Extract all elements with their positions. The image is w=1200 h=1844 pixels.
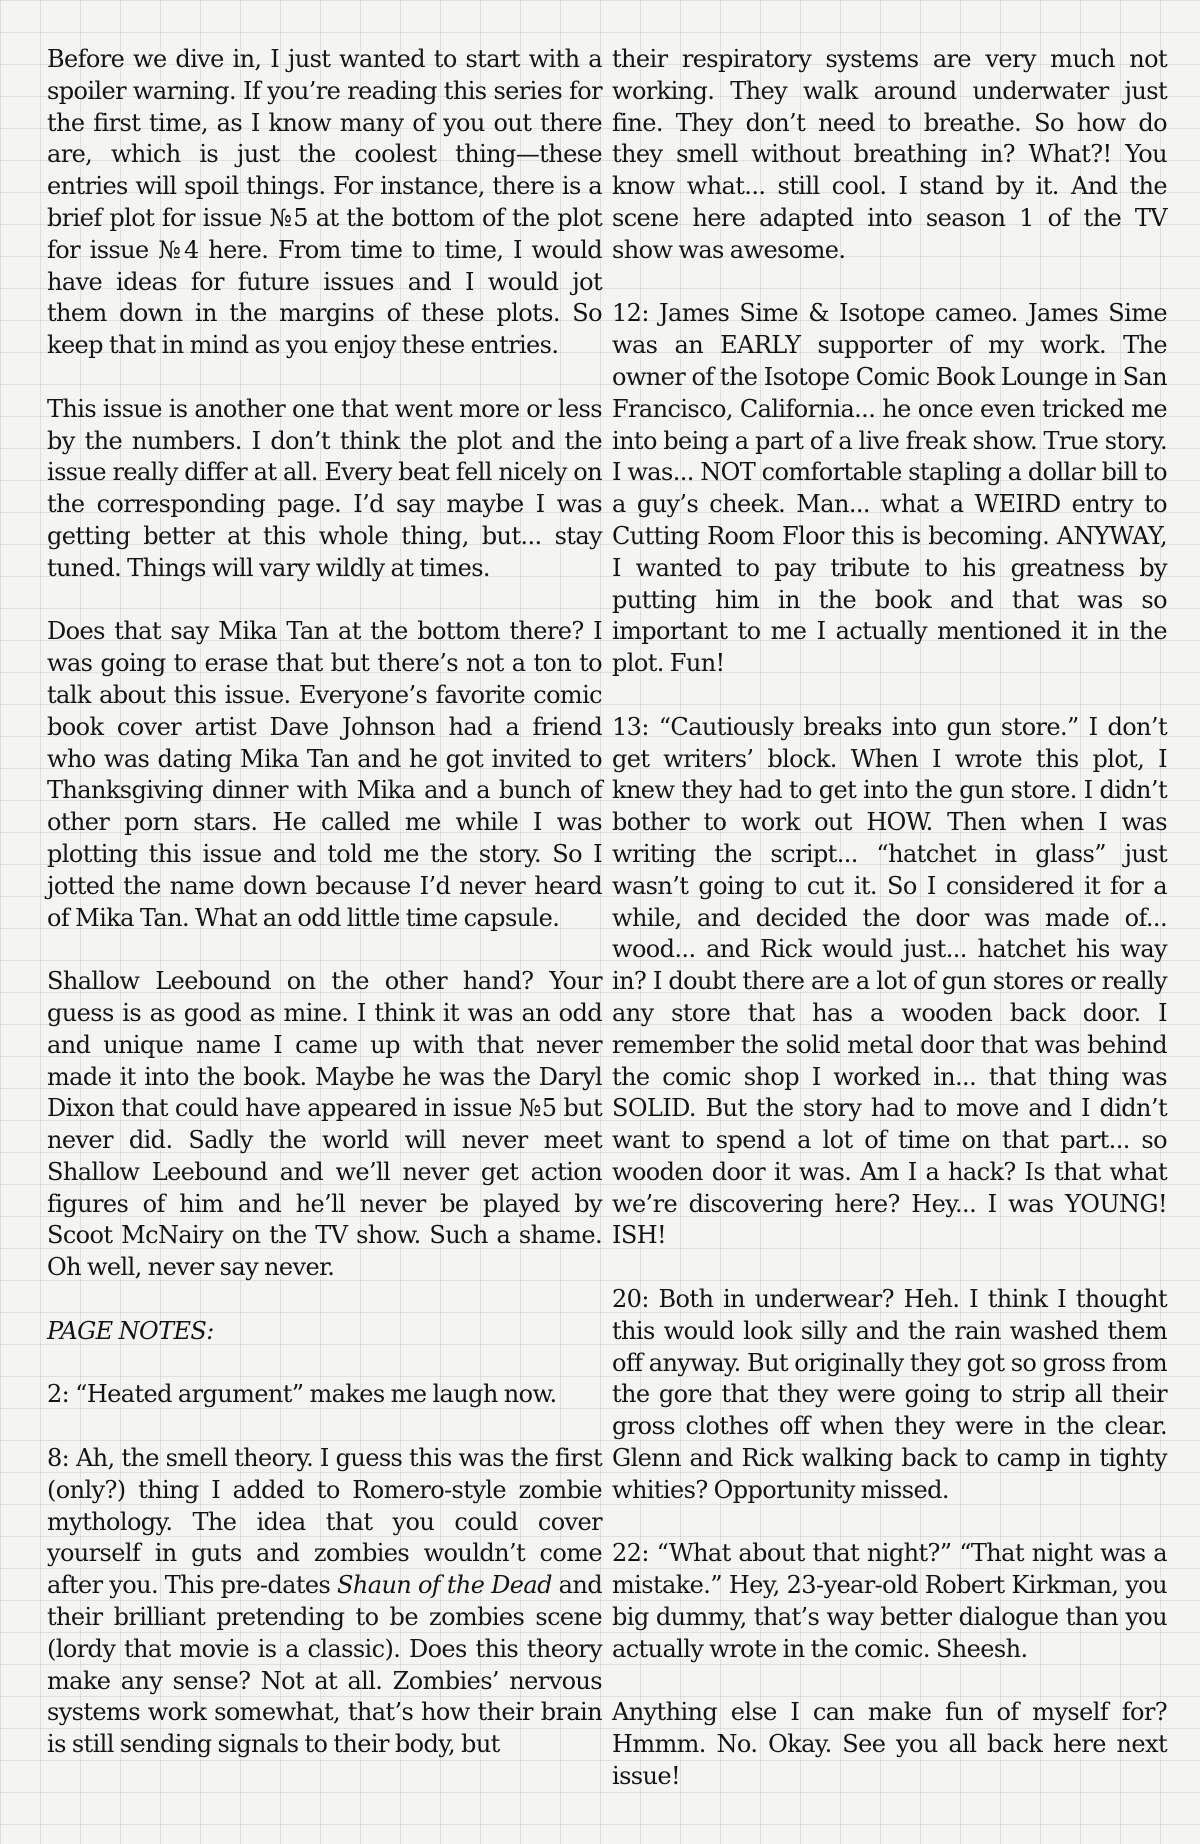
page-note-22: 22: “What about that night?” “That night was a mistake.” Hey, 23-year-old Robert Kirkman, you big dummy, that’s way better dialogue than you actually wrote in the comic. Sheesh.: [612, 1539, 1167, 1663]
page-note-8: [47, 1443, 602, 1761]
page-note-8-continued: their respiratory systems are very much not working. They walk around underwater just fine. They don’t need to breathe. So how do they smell without breathing in? What?! You know what... still cool. I stand by it. And the scene here adapted into season 1 of the TV show was awesome.: [612, 45, 1167, 264]
page-note-8-text-a: 8: Ah, the smell theory. I guess this was the first (only?) thing I added to Romero-style zombie mythology. The idea that you could cover yourself in guts and zombies wouldn’t come after you. This pre-dates: [47, 1444, 602, 1600]
intro-paragraph: Before we dive in, I just wanted to start with a spoiler warning. If you’re reading this series for the first time, as I know many of you out there are, which is just the coolest thing—these entries will spoil things. For instance, there is a brief plot for issue №5 at the bottom of the plot for issue №4 here. From time to time, I would have ideas for future issues and I would jot them down in the margins of these plots. So keep that in mind as you enjoy these entries.: [47, 45, 602, 360]
mika-tan-paragraph: Does that say Mika Tan at the bottom there? I was going to erase that but there’s not a ton to talk about this issue. Everyone’s favorite comic book cover artist Dave Johnson had a friend who was dating Mika Tan and he got invited to Thanksgiving dinner with Mika and a bunch of other porn stars. He called me while I was plotting this issue and told me the story. So I jotted the name down because I’d never heard of Mika Tan. What an odd little time capsule.: [47, 617, 602, 932]
plot-paragraph: This issue is another one that went more or less by the numbers. I don’t think the plot and the issue really differ at all. Every beat fell nicely on the corresponding page. I’d say maybe I was getting better at this whole thing, but... stay tuned. Things will vary wildly at times.: [47, 394, 602, 582]
page-note-8-text-b: and their brilliant pretending to be zombies scene (lordy that movie is a classic). Does this theory make any sense? Not at all. Zombies’ nervous systems work somewhat, that’s how their brain is still sending signals to their body, but: [47, 1571, 603, 1759]
page-notes-heading: PAGE NOTES:: [47, 1316, 214, 1345]
right-column: [612, 44, 1167, 1793]
shallow-leebound-paragraph: Shallow Leebound on the other hand? Your guess is as good as mine. I think it was an odd and unique name I came up with that never made it into the book. Maybe he was the Daryl Dixon that could have appeared in issue №5 but never did. Sadly the world will never meet Shallow Leebound and we’ll never get action figures of him and he’ll never be played by Scoot McNairy on the TV show. Such a shame. Oh well, never say never.: [47, 967, 602, 1282]
left-column: [47, 44, 602, 1761]
page-note-20: 20: Both in underwear? Heh. I think I thought this would look silly and the rain washed them off anyway. But originally they got so gross from the gore that they were going to strip all their gross clothes off when they were in the clear. Glenn and Rick walking back to camp in tighty whities? Opportunity missed.: [612, 1285, 1167, 1504]
page-note-12: 12: James Sime & Isotope cameo. James Sime was an EARLY supporter of my work. The owner of the Isotope Comic Book Lounge in San Francisco, California... he once even tricked me into being a part of a live freak show. True story. I was... NOT comfortable stapling a dollar bill to a guy’s cheek. Man... what a WEIRD entry to Cutting Room Floor this is becoming. ANYWAY, I wanted to pay tribute to his greatness by putting him in the book and that was so important to me I actually mentioned it in the plot. Fun!: [612, 299, 1167, 678]
page-note-13: 13: “Cautiously breaks into gun store.” I don’t get writers’ block. When I wrote this plot, I knew they had to get into the gun store. I didn’t bother to work out HOW. Then when I was writing the script... “hatchet in glass” just wasn’t going to cut it. So I considered it for a while, and decided the door was made of... wood... and Rick would just... hatchet his way in? I doubt there are a lot of gun stores or really any store that has a wooden back door. I remember the solid metal door that was behind the comic shop I worked in... that thing was SOLID. But the story had to move and I didn’t want to spend a lot of time on that part... so wooden door it was. Am I a hack? Is that what we’re discovering here? Hey... I was YOUNG! ISH!: [612, 712, 1167, 1250]
page-note-2: 2: “Heated argument” makes me laugh now.: [47, 1380, 557, 1409]
movie-title: Shaun of the Dead: [337, 1571, 552, 1600]
closing-paragraph: Anything else I can make fun of myself for? Hmmm. No. Okay. See you all back here next issue!: [612, 1698, 1167, 1791]
